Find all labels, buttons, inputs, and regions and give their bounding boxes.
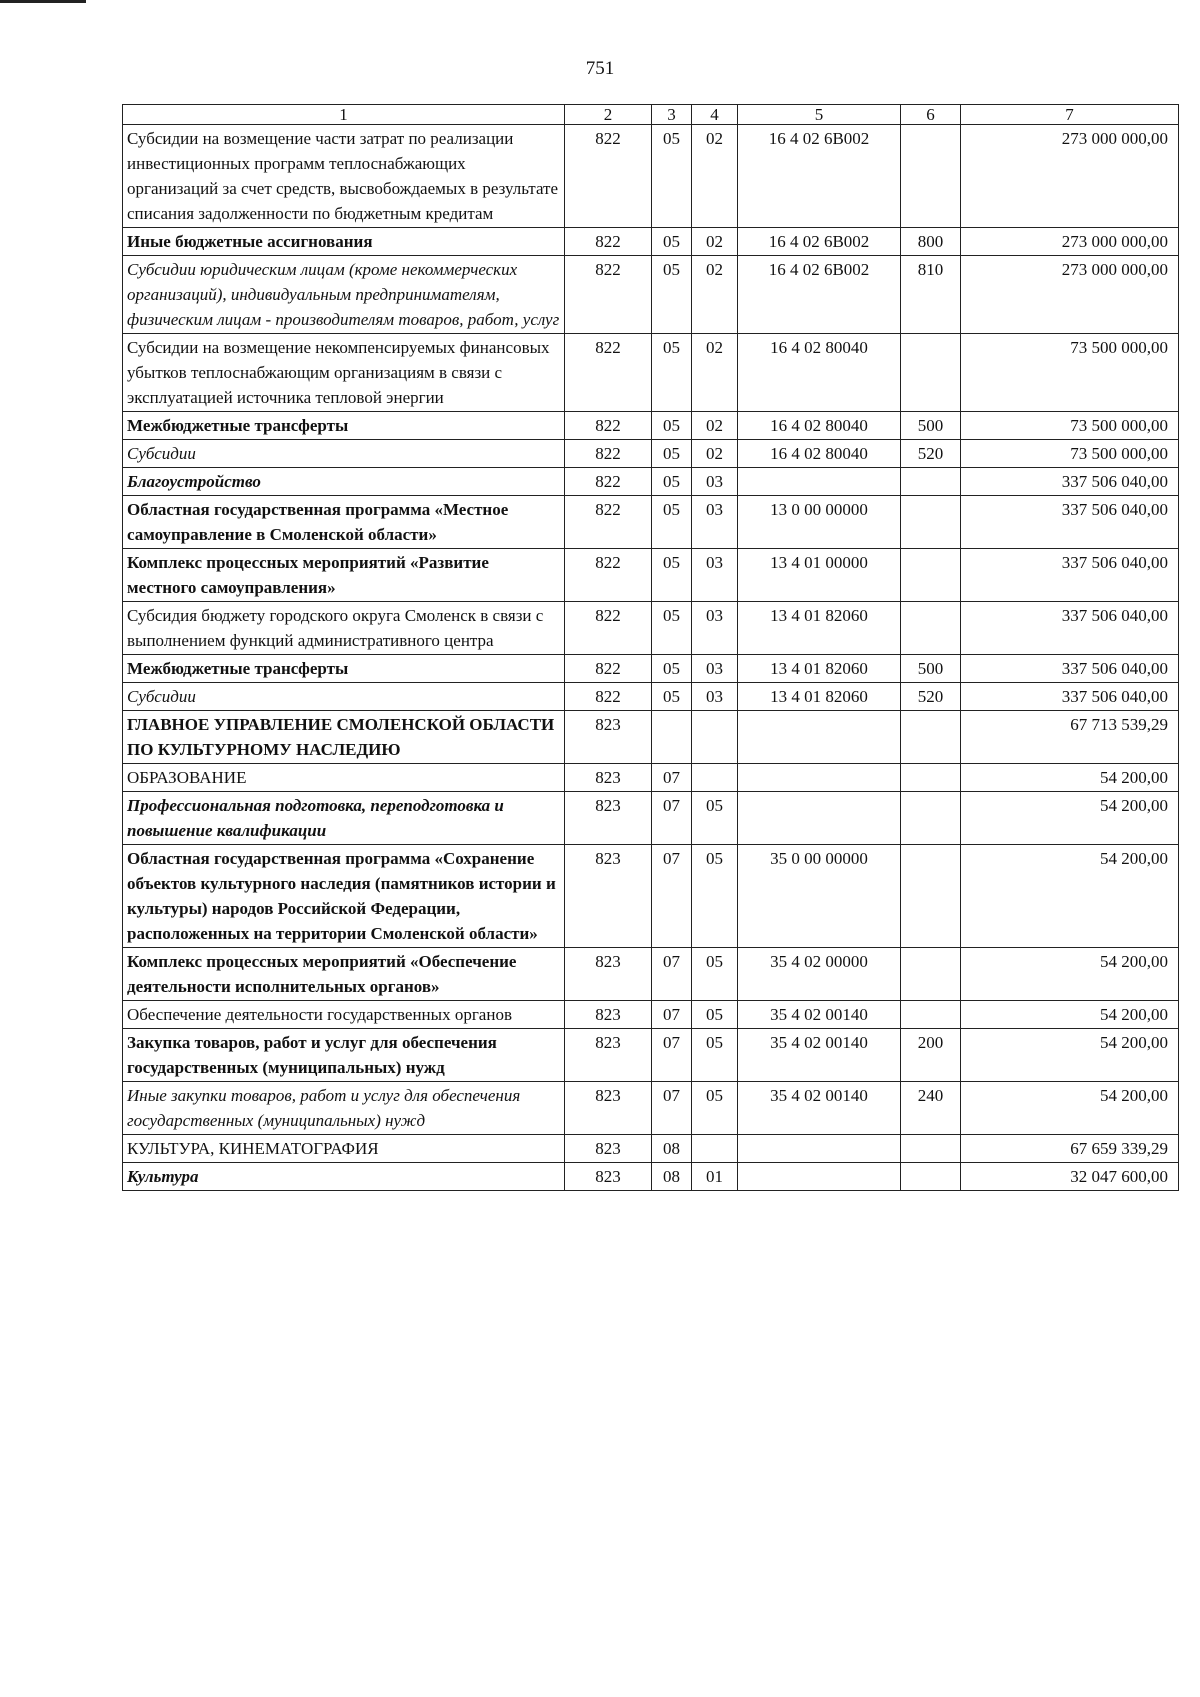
table-row bbox=[123, 711, 1179, 764]
target-article-code: 35 0 00 00000 bbox=[738, 845, 901, 948]
table-row bbox=[123, 1135, 1179, 1163]
subsection-code: 03 bbox=[692, 683, 738, 711]
amount: 54 200,00 bbox=[961, 1001, 1179, 1029]
ministry-code: 822 bbox=[565, 440, 652, 468]
expense-type-code bbox=[901, 1135, 961, 1163]
section-code: 05 bbox=[652, 549, 692, 602]
target-article-code: 13 4 01 00000 bbox=[738, 549, 901, 602]
ministry-code: 823 bbox=[565, 764, 652, 792]
subsection-code: 05 bbox=[692, 948, 738, 1001]
amount: 273 000 000,00 bbox=[961, 228, 1179, 256]
amount: 54 200,00 bbox=[961, 1082, 1179, 1135]
table-row bbox=[123, 602, 1179, 655]
ministry-code: 822 bbox=[565, 412, 652, 440]
subsection-code: 05 bbox=[692, 792, 738, 845]
amount: 67 713 539,29 bbox=[961, 711, 1179, 764]
expense-type-code bbox=[901, 792, 961, 845]
section-code: 05 bbox=[652, 496, 692, 549]
table-row bbox=[123, 1001, 1179, 1029]
target-article-code: 35 4 02 00140 bbox=[738, 1029, 901, 1082]
target-article-code: 13 4 01 82060 bbox=[738, 602, 901, 655]
subsection-code: 02 bbox=[692, 412, 738, 440]
expense-type-code bbox=[901, 948, 961, 1001]
item-name: Благоустройство bbox=[123, 468, 565, 496]
target-article-code: 35 4 02 00140 bbox=[738, 1082, 901, 1135]
target-article-code: 35 4 02 00140 bbox=[738, 1001, 901, 1029]
top-rule-line bbox=[0, 0, 86, 3]
expense-type-code bbox=[901, 1001, 961, 1029]
item-name: Межбюджетные трансферты bbox=[123, 655, 565, 683]
item-name: Комплекс процессных мероприятий «Развитие местного самоуправления» bbox=[123, 549, 565, 602]
amount: 337 506 040,00 bbox=[961, 549, 1179, 602]
table-row bbox=[123, 256, 1179, 334]
ministry-code: 822 bbox=[565, 549, 652, 602]
ministry-code: 823 bbox=[565, 711, 652, 764]
subsection-code bbox=[692, 1135, 738, 1163]
target-article-code: 13 0 00 00000 bbox=[738, 496, 901, 549]
section-code: 05 bbox=[652, 125, 692, 228]
subsection-code bbox=[692, 711, 738, 764]
target-article-code bbox=[738, 711, 901, 764]
ministry-code: 822 bbox=[565, 468, 652, 496]
section-code: 05 bbox=[652, 655, 692, 683]
item-name: Закупка товаров, работ и услуг для обеспечения государственных (муниципальных) нужд bbox=[123, 1029, 565, 1082]
expense-type-code: 500 bbox=[901, 412, 961, 440]
subsection-code: 02 bbox=[692, 125, 738, 228]
section-code: 05 bbox=[652, 440, 692, 468]
expense-type-code bbox=[901, 496, 961, 549]
subsection-code: 05 bbox=[692, 1001, 738, 1029]
header-cell: 6 bbox=[901, 105, 961, 125]
expense-type-code: 500 bbox=[901, 655, 961, 683]
ministry-code: 823 bbox=[565, 792, 652, 845]
item-name: ОБРАЗОВАНИЕ bbox=[123, 764, 565, 792]
table-row bbox=[123, 683, 1179, 711]
expense-type-code bbox=[901, 602, 961, 655]
expense-type-code: 200 bbox=[901, 1029, 961, 1082]
subsection-code: 02 bbox=[692, 256, 738, 334]
amount: 32 047 600,00 bbox=[961, 1163, 1179, 1191]
expense-type-code bbox=[901, 845, 961, 948]
item-name: ГЛАВНОЕ УПРАВЛЕНИЕ СМОЛЕНСКОЙ ОБЛАСТИ ПО КУЛЬТУРНОМУ НАСЛЕДИЮ bbox=[123, 711, 565, 764]
table-row bbox=[123, 334, 1179, 412]
budget-table bbox=[122, 104, 1179, 1191]
ministry-code: 823 bbox=[565, 1029, 652, 1082]
amount: 337 506 040,00 bbox=[961, 602, 1179, 655]
table-row bbox=[123, 1163, 1179, 1191]
item-name: Иные закупки товаров, работ и услуг для обеспечения государственных (муниципальных) нужд bbox=[123, 1082, 565, 1135]
amount: 73 500 000,00 bbox=[961, 334, 1179, 412]
amount: 54 200,00 bbox=[961, 764, 1179, 792]
amount: 337 506 040,00 bbox=[961, 468, 1179, 496]
amount: 337 506 040,00 bbox=[961, 496, 1179, 549]
item-name: Профессиональная подготовка, переподготовка и повышение квалификации bbox=[123, 792, 565, 845]
amount: 273 000 000,00 bbox=[961, 256, 1179, 334]
ministry-code: 823 bbox=[565, 1163, 652, 1191]
section-code: 07 bbox=[652, 1001, 692, 1029]
expense-type-code: 810 bbox=[901, 256, 961, 334]
expense-type-code bbox=[901, 711, 961, 764]
ministry-code: 823 bbox=[565, 1001, 652, 1029]
section-code: 08 bbox=[652, 1163, 692, 1191]
expense-type-code bbox=[901, 468, 961, 496]
item-name: Субсидии на возмещение части затрат по реализации инвестиционных программ теплоснабжающих организаций за счет средств, высвобождаемых в результате списания задолженности по бюджетным кредитам bbox=[123, 125, 565, 228]
section-code: 07 bbox=[652, 845, 692, 948]
ministry-code: 822 bbox=[565, 228, 652, 256]
header-row bbox=[123, 105, 1179, 125]
item-name: Иные бюджетные ассигнования bbox=[123, 228, 565, 256]
amount: 337 506 040,00 bbox=[961, 655, 1179, 683]
table-row bbox=[123, 948, 1179, 1001]
table-row bbox=[123, 412, 1179, 440]
ministry-code: 822 bbox=[565, 334, 652, 412]
amount: 73 500 000,00 bbox=[961, 440, 1179, 468]
ministry-code: 823 bbox=[565, 1082, 652, 1135]
header-cell: 7 bbox=[961, 105, 1179, 125]
item-name: Областная государственная программа «Местное самоуправление в Смоленской области» bbox=[123, 496, 565, 549]
section-code bbox=[652, 711, 692, 764]
target-article-code: 13 4 01 82060 bbox=[738, 683, 901, 711]
subsection-code: 03 bbox=[692, 468, 738, 496]
item-name: Межбюджетные трансферты bbox=[123, 412, 565, 440]
target-article-code bbox=[738, 792, 901, 845]
target-article-code bbox=[738, 1135, 901, 1163]
table-row bbox=[123, 549, 1179, 602]
amount: 54 200,00 bbox=[961, 948, 1179, 1001]
header-cell: 4 bbox=[692, 105, 738, 125]
expense-type-code: 800 bbox=[901, 228, 961, 256]
subsection-code: 01 bbox=[692, 1163, 738, 1191]
section-code: 05 bbox=[652, 468, 692, 496]
section-code: 05 bbox=[652, 602, 692, 655]
target-article-code: 16 4 02 80040 bbox=[738, 334, 901, 412]
section-code: 08 bbox=[652, 1135, 692, 1163]
target-article-code: 16 4 02 6В002 bbox=[738, 125, 901, 228]
subsection-code: 03 bbox=[692, 602, 738, 655]
section-code: 05 bbox=[652, 334, 692, 412]
header-cell: 5 bbox=[738, 105, 901, 125]
expense-type-code bbox=[901, 1163, 961, 1191]
subsection-code: 03 bbox=[692, 496, 738, 549]
header-cell: 1 bbox=[123, 105, 565, 125]
header-cell: 2 bbox=[565, 105, 652, 125]
ministry-code: 822 bbox=[565, 683, 652, 711]
section-code: 07 bbox=[652, 792, 692, 845]
item-name: Субсидии на возмещение некомпенсируемых финансовых убытков теплоснабжающим организациям в связи с эксплуатацией источника тепловой энергии bbox=[123, 334, 565, 412]
expense-type-code bbox=[901, 764, 961, 792]
subsection-code bbox=[692, 764, 738, 792]
expense-type-code: 520 bbox=[901, 683, 961, 711]
amount: 54 200,00 bbox=[961, 1029, 1179, 1082]
ministry-code: 822 bbox=[565, 602, 652, 655]
section-code: 07 bbox=[652, 948, 692, 1001]
item-name: КУЛЬТУРА, КИНЕМАТОГРАФИЯ bbox=[123, 1135, 565, 1163]
item-name: Комплекс процессных мероприятий «Обеспечение деятельности исполнительных органов» bbox=[123, 948, 565, 1001]
expense-type-code bbox=[901, 549, 961, 602]
section-code: 07 bbox=[652, 764, 692, 792]
ministry-code: 823 bbox=[565, 1135, 652, 1163]
item-name: Субсидия бюджету городского округа Смоленск в связи с выполнением функций административного центра bbox=[123, 602, 565, 655]
item-name: Обеспечение деятельности государственных органов bbox=[123, 1001, 565, 1029]
ministry-code: 822 bbox=[565, 496, 652, 549]
table-row bbox=[123, 764, 1179, 792]
amount: 273 000 000,00 bbox=[961, 125, 1179, 228]
item-name: Областная государственная программа «Сохранение объектов культурного наследия (памятников истории и культуры) народов Российской Федерации, расположенных на территории Смоленской области» bbox=[123, 845, 565, 948]
section-code: 07 bbox=[652, 1029, 692, 1082]
table-row bbox=[123, 845, 1179, 948]
page-number: 751 bbox=[585, 58, 615, 79]
ministry-code: 822 bbox=[565, 655, 652, 683]
subsection-code: 02 bbox=[692, 228, 738, 256]
subsection-code: 05 bbox=[692, 1029, 738, 1082]
item-name: Субсидии юридическим лицам (кроме некоммерческих организаций), индивидуальным предпринимателям, физическим лицам - производителям товаров, работ, услуг bbox=[123, 256, 565, 334]
table-row bbox=[123, 440, 1179, 468]
table-row bbox=[123, 792, 1179, 845]
subsection-code: 05 bbox=[692, 845, 738, 948]
ministry-code: 823 bbox=[565, 948, 652, 1001]
table-row bbox=[123, 125, 1179, 228]
amount: 73 500 000,00 bbox=[961, 412, 1179, 440]
section-code: 05 bbox=[652, 256, 692, 334]
table-row bbox=[123, 468, 1179, 496]
subsection-code: 02 bbox=[692, 334, 738, 412]
expense-type-code: 240 bbox=[901, 1082, 961, 1135]
subsection-code: 03 bbox=[692, 549, 738, 602]
section-code: 05 bbox=[652, 683, 692, 711]
ministry-code: 823 bbox=[565, 845, 652, 948]
amount: 337 506 040,00 bbox=[961, 683, 1179, 711]
target-article-code bbox=[738, 468, 901, 496]
target-article-code: 35 4 02 00000 bbox=[738, 948, 901, 1001]
subsection-code: 03 bbox=[692, 655, 738, 683]
table-row bbox=[123, 496, 1179, 549]
section-code: 05 bbox=[652, 412, 692, 440]
subsection-code: 02 bbox=[692, 440, 738, 468]
section-code: 07 bbox=[652, 1082, 692, 1135]
target-article-code: 16 4 02 6В002 bbox=[738, 256, 901, 334]
amount: 67 659 339,29 bbox=[961, 1135, 1179, 1163]
target-article-code: 16 4 02 80040 bbox=[738, 412, 901, 440]
ministry-code: 822 bbox=[565, 125, 652, 228]
ministry-code: 822 bbox=[565, 256, 652, 334]
item-name: Субсидии bbox=[123, 683, 565, 711]
item-name: Субсидии bbox=[123, 440, 565, 468]
target-article-code: 16 4 02 6В002 bbox=[738, 228, 901, 256]
expense-type-code: 520 bbox=[901, 440, 961, 468]
expense-type-code bbox=[901, 334, 961, 412]
expense-type-code bbox=[901, 125, 961, 228]
target-article-code: 13 4 01 82060 bbox=[738, 655, 901, 683]
amount: 54 200,00 bbox=[961, 845, 1179, 948]
target-article-code bbox=[738, 1163, 901, 1191]
table-row bbox=[123, 228, 1179, 256]
item-name: Культура bbox=[123, 1163, 565, 1191]
subsection-code: 05 bbox=[692, 1082, 738, 1135]
target-article-code: 16 4 02 80040 bbox=[738, 440, 901, 468]
table-row bbox=[123, 1082, 1179, 1135]
table-row bbox=[123, 1029, 1179, 1082]
header-cell: 3 bbox=[652, 105, 692, 125]
target-article-code bbox=[738, 764, 901, 792]
table-row bbox=[123, 655, 1179, 683]
section-code: 05 bbox=[652, 228, 692, 256]
amount: 54 200,00 bbox=[961, 792, 1179, 845]
